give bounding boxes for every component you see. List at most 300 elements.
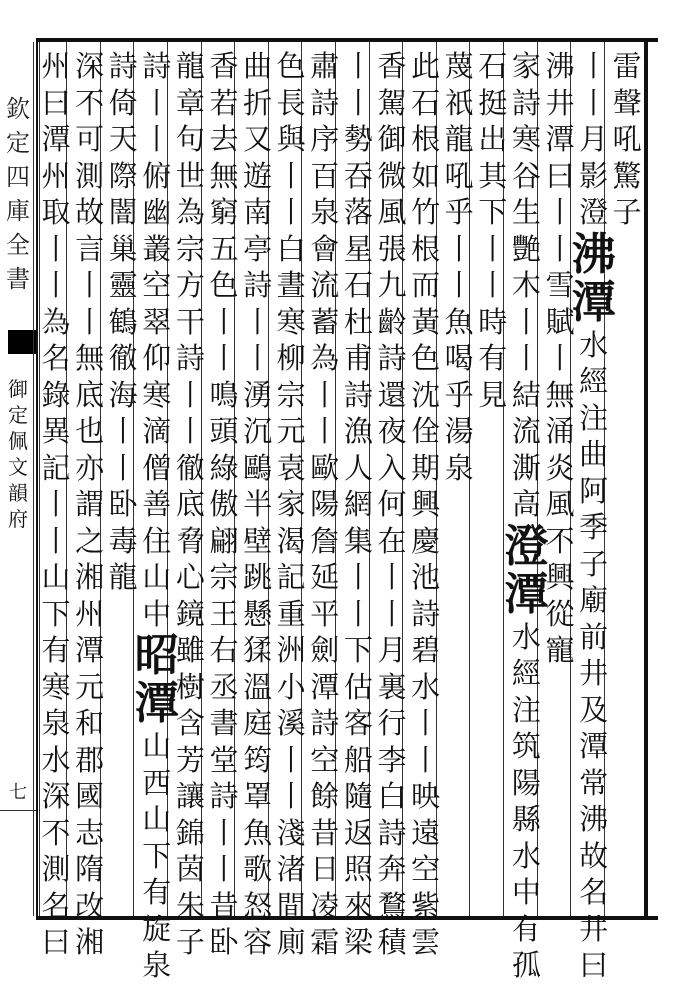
text-char: 半: [243, 487, 273, 521]
text-char: 竹: [411, 195, 441, 229]
text-char: 遠: [411, 815, 441, 850]
text-char: 香: [209, 49, 239, 83]
text-char: 丨: [276, 158, 306, 193]
text-char: 卧: [209, 925, 239, 959]
text-char: 鳴: [209, 377, 239, 412]
headword-char: 潭: [134, 678, 179, 729]
text-char: 潭: [75, 633, 105, 667]
text-char: 不: [41, 815, 71, 850]
text-char: 御: [377, 122, 407, 156]
text-char: 旋: [142, 911, 172, 946]
text-char: 丨: [478, 231, 508, 266]
text-char: 陽: [511, 765, 541, 800]
book-title-char: 府: [8, 507, 28, 531]
text-char: 鏡: [175, 596, 205, 631]
text-char: 吼: [444, 158, 474, 193]
text-char: 下: [478, 195, 508, 229]
text-char: 期: [411, 450, 441, 485]
text-char: 俯: [142, 158, 172, 193]
text-char: 隨: [343, 779, 373, 813]
text-char: 昔: [310, 815, 340, 850]
text-char: 柳: [276, 341, 306, 375]
text-char: 雖: [175, 633, 205, 667]
text-char: 丨: [209, 852, 239, 886]
text-char: 子: [579, 546, 609, 581]
text-char: 根: [411, 231, 441, 266]
book-title: [2, 376, 34, 532]
text-char: 注: [579, 400, 609, 435]
text-char: 甫: [343, 341, 373, 375]
text-char: 石: [343, 268, 373, 302]
text-char: 丨: [545, 341, 575, 375]
text-char: 見: [478, 377, 508, 412]
text-char: 庭: [243, 706, 273, 740]
text-char: 怒: [243, 888, 273, 923]
text-char: 丨: [411, 742, 441, 777]
text-char: 曰: [41, 925, 71, 959]
text-char: 詩: [243, 268, 273, 302]
text-char: 落: [343, 195, 373, 229]
text-char: 底: [175, 487, 205, 521]
text-char: 魚: [444, 304, 474, 339]
text-char: 長: [276, 85, 306, 120]
text-char: 池: [411, 560, 441, 594]
text-char: 風: [377, 195, 407, 229]
text-char: 碧: [411, 633, 441, 667]
frame-top-border: [38, 38, 658, 42]
text-char: 寒: [142, 377, 172, 412]
text-char: 丨: [511, 341, 541, 375]
text-char: 石: [478, 49, 508, 83]
text-char: 丨: [343, 560, 373, 594]
text-char: 異: [41, 414, 71, 448]
text-char: 龍: [444, 122, 474, 156]
text-char: 山: [41, 560, 71, 594]
text-char: 丨: [75, 268, 105, 302]
text-char: 干: [175, 304, 205, 339]
text-char: 含: [175, 706, 205, 740]
text-char: 影: [579, 158, 609, 193]
text-char: 句: [175, 122, 205, 156]
text-char: 星: [343, 231, 373, 266]
text-char: 西: [142, 765, 172, 800]
text-char: 微: [377, 158, 407, 193]
text-char: 徹: [108, 341, 138, 375]
text-char: 寒: [41, 669, 71, 704]
text-char: 山: [142, 802, 172, 836]
text-char: 巢: [108, 231, 138, 266]
text-char: 紫: [411, 888, 441, 923]
text-char: 有: [142, 875, 172, 909]
book-title-char: 佩: [8, 429, 28, 453]
text-char: 經: [511, 656, 541, 690]
headword-char: 沸: [571, 228, 616, 280]
text-char: 去: [209, 122, 239, 156]
text-char: 丨: [243, 341, 273, 375]
text-char: 猱: [243, 633, 273, 667]
text-char: 百: [310, 158, 340, 193]
text-char: 容: [243, 925, 273, 959]
book-title-char: 御: [8, 377, 28, 401]
text-char: 丨: [41, 231, 71, 266]
text-char: 下: [41, 596, 71, 631]
text-char: 丨: [209, 815, 239, 850]
text-char: 亭: [243, 231, 273, 266]
text-char: 興: [411, 487, 441, 521]
text-char: 蓄: [310, 304, 340, 339]
text-char: 丨: [579, 85, 609, 120]
text-char: 重: [276, 596, 306, 631]
page-number-rule: [0, 810, 36, 811]
text-char: 山: [142, 560, 172, 594]
text-char: 寒: [276, 304, 306, 339]
text-char: 祇: [444, 85, 474, 120]
text-char: 靈: [108, 268, 138, 302]
text-char: 水: [41, 742, 71, 777]
text-char: 綠: [209, 450, 239, 485]
text-char: 會: [310, 231, 340, 266]
text-char: 芳: [175, 742, 205, 777]
text-char: 生: [511, 195, 541, 229]
text-char: 常: [579, 765, 609, 800]
text-char: 脅: [175, 523, 205, 558]
text-char: 壁: [243, 523, 273, 558]
text-char: 梁: [343, 925, 373, 959]
text-char: 入: [377, 450, 407, 485]
text-column: [34, 48, 78, 959]
text-char: 龍: [108, 560, 138, 594]
text-char: 下: [343, 633, 373, 667]
text-char: 丨: [142, 122, 172, 156]
text-char: 廁: [276, 925, 306, 959]
text-char: 估: [343, 669, 373, 704]
text-char: 水: [511, 838, 541, 873]
collection-title: [4, 92, 32, 296]
column-rule: [39, 42, 40, 916]
text-char: 涌: [545, 414, 575, 448]
text-char: 此: [411, 49, 441, 83]
text-char: 水: [579, 327, 609, 362]
text-char: 翠: [142, 304, 172, 339]
collection-title-char: 定: [6, 129, 30, 157]
text-char: 謂: [75, 487, 105, 521]
text-char: 丨: [545, 195, 575, 229]
text-char: 言: [75, 231, 105, 266]
text-char: 毒: [108, 523, 138, 558]
text-char: 詩: [310, 85, 340, 120]
text-char: 曲: [243, 49, 273, 83]
text-char: 渴: [276, 523, 306, 558]
text-char: 張: [377, 231, 407, 266]
text-char: 卧: [108, 487, 138, 521]
text-char: 名: [41, 888, 71, 923]
text-char: 窮: [209, 195, 239, 229]
text-char: 空: [310, 742, 340, 777]
text-char: 方: [175, 268, 205, 302]
text-char: 宗: [175, 231, 205, 266]
text-char: 曲: [579, 437, 609, 471]
text-char: 根: [411, 122, 441, 156]
text-char: 縣: [511, 802, 541, 836]
text-char: 王: [209, 596, 239, 631]
text-char: 木: [511, 268, 541, 302]
text-char: 詩: [511, 85, 541, 120]
text-char: 測: [41, 852, 71, 886]
text-char: 色: [276, 49, 306, 83]
text-char: 從: [545, 596, 575, 631]
collection-title-char: 書: [6, 265, 30, 293]
text-char: 丨: [243, 304, 273, 339]
text-char: 石: [411, 85, 441, 120]
text-char: 湘: [75, 925, 105, 959]
text-char: 經: [579, 364, 609, 398]
text-char: 丨: [377, 596, 407, 631]
text-char: 裏: [377, 669, 407, 704]
text-char: 丨: [41, 487, 71, 521]
text-char: 丨: [175, 414, 205, 448]
text-char: 魚: [243, 815, 273, 850]
text-char: 小: [276, 669, 306, 704]
text-char: 詩: [142, 49, 172, 83]
text-char: 丨: [276, 742, 306, 777]
text-char: 宗: [276, 377, 306, 412]
text-char: 炎: [545, 450, 575, 485]
text-char: 中: [142, 596, 172, 631]
text-char: 霜: [310, 925, 340, 959]
text-char: 返: [343, 815, 373, 850]
text-char: 蔑: [444, 49, 474, 83]
text-char: 筑: [511, 729, 541, 763]
text-char: 詩: [377, 815, 407, 850]
text-char: 何: [377, 487, 407, 521]
text-char: 乎: [444, 377, 474, 412]
text-char: 空: [411, 852, 441, 886]
text-char: 與: [276, 122, 306, 156]
text-char: 詩: [343, 377, 373, 412]
text-char: 序: [310, 122, 340, 156]
text-char: 丨: [209, 304, 239, 339]
text-char: 丨: [209, 341, 239, 375]
text-char: 丨: [511, 304, 541, 339]
headword-char: 澄: [504, 520, 549, 572]
text-char: 袁: [276, 450, 306, 485]
text-char: 幽: [142, 195, 172, 229]
text-char: 乎: [444, 195, 474, 229]
text-char: 中: [511, 875, 541, 909]
text-char: 傲: [209, 487, 239, 521]
text-char: 白: [377, 779, 407, 813]
text-char: 廟: [579, 583, 609, 617]
text-char: 照: [343, 852, 373, 886]
text-char: 丨: [310, 414, 340, 448]
text-char: 吼: [612, 122, 642, 156]
text-char: 深: [41, 779, 71, 813]
text-char: 齡: [377, 304, 407, 339]
text-char: 子: [175, 925, 205, 959]
text-char: 積: [377, 925, 407, 959]
text-char: 州: [41, 49, 71, 83]
text-char: 間: [276, 888, 306, 923]
text-char: 名: [579, 875, 609, 909]
text-char: 空: [142, 268, 172, 302]
text-char: 家: [511, 49, 541, 83]
text-char: 凌: [310, 888, 340, 923]
text-char: 月: [377, 633, 407, 667]
text-char: 其: [478, 158, 508, 193]
text-char: 聲: [612, 85, 642, 120]
text-char: 右: [209, 633, 239, 667]
text-char: 白: [276, 231, 306, 266]
text-char: 高: [511, 487, 541, 521]
text-char: 淺: [276, 815, 306, 850]
text-char: 滴: [142, 414, 172, 448]
text-char: 丨: [343, 49, 373, 83]
text-char: 月: [579, 122, 609, 156]
text-char: 網: [343, 487, 373, 521]
text-char: 為: [310, 341, 340, 375]
page-gutter: [0, 40, 36, 918]
text-char: 和: [75, 706, 105, 740]
text-char: 州: [75, 596, 105, 631]
text-char: 船: [343, 742, 373, 777]
text-char: 肅: [310, 49, 340, 83]
text-char: 湧: [243, 377, 273, 412]
text-char: 善: [142, 487, 172, 521]
text-char: 澌: [511, 450, 541, 485]
text-char: 記: [276, 560, 306, 594]
text-char: 山: [142, 729, 172, 763]
text-char: 陽: [310, 487, 340, 521]
text-char: 有: [41, 633, 71, 667]
text-char: 結: [511, 377, 541, 412]
text-char: 丨: [41, 523, 71, 558]
text-char: 仰: [142, 341, 172, 375]
text-char: 際: [108, 158, 138, 193]
book-title-char: 文: [8, 455, 28, 479]
text-char: 海: [108, 377, 138, 412]
text-char: 喝: [444, 341, 474, 375]
text-char: 丨: [478, 268, 508, 302]
book-title-char: 韻: [8, 481, 28, 505]
text-char: 丨: [108, 450, 138, 485]
text-char: 時: [478, 304, 508, 339]
text-char: 行: [377, 706, 407, 740]
text-char: 吞: [343, 158, 373, 193]
text-char: 慶: [411, 523, 441, 558]
text-char: 國: [75, 779, 105, 813]
text-char: 章: [175, 85, 205, 120]
text-char: 丨: [142, 85, 172, 120]
text-char: 谷: [511, 158, 541, 193]
text-char: 孤: [511, 948, 541, 982]
text-char: 丨: [377, 560, 407, 594]
text-char: 詩: [310, 706, 340, 740]
text-char: 有: [511, 911, 541, 946]
text-char: 錦: [175, 815, 205, 850]
text-char: 沈: [411, 377, 441, 412]
text-char: 茵: [175, 852, 205, 886]
text-char: 跳: [243, 560, 273, 594]
text-char: 劍: [310, 633, 340, 667]
text-char: 志: [75, 815, 105, 850]
text-char: 澄: [579, 195, 609, 229]
text-char: 勢: [343, 122, 373, 156]
text-char: 心: [175, 560, 205, 594]
text-char: 出: [478, 122, 508, 156]
text-char: 錄: [41, 377, 71, 412]
text-char: 色: [209, 268, 239, 302]
text-char: 天: [108, 122, 138, 156]
text-char: 罩: [243, 779, 273, 813]
text-char: 香: [377, 49, 407, 83]
text-char: 折: [243, 85, 273, 120]
text-char: 丞: [209, 669, 239, 704]
text-char: 丨: [108, 414, 138, 448]
text-char: 故: [579, 838, 609, 873]
text-char: 餘: [310, 779, 340, 813]
text-char: 在: [377, 523, 407, 558]
text-char: 駕: [377, 85, 407, 120]
text-char: 夜: [377, 414, 407, 448]
headword-char: 潭: [571, 276, 616, 328]
text-char: 五: [209, 231, 239, 266]
text-char: 沸: [579, 802, 609, 836]
text-char: 可: [75, 122, 105, 156]
text-char: 黃: [411, 304, 441, 339]
text-char: 丨: [545, 231, 575, 266]
text-char: 還: [377, 377, 407, 412]
text-char: 映: [411, 779, 441, 813]
text-char: 如: [411, 158, 441, 193]
text-char: 阿: [579, 473, 609, 508]
text-char: 元: [276, 414, 306, 448]
collection-title-char: 全: [6, 231, 30, 259]
text-char: 九: [377, 268, 407, 302]
text-char: 渚: [276, 852, 306, 886]
text-char: 底: [75, 377, 105, 412]
text-char: 丨: [276, 195, 306, 229]
text-char: 詩: [411, 596, 441, 631]
text-char: 書: [209, 706, 239, 740]
text-char: 泉: [142, 948, 172, 982]
text-char: 丨: [343, 596, 373, 631]
text-char: 詩: [175, 341, 205, 375]
text-char: 無: [209, 158, 239, 193]
text-char: 雷: [612, 49, 642, 83]
text-char: 水: [411, 669, 441, 704]
text-char: 曰: [41, 85, 71, 120]
text-char: 丨: [411, 706, 441, 740]
text-char: 宗: [209, 560, 239, 594]
text-char: 取: [41, 195, 71, 229]
text-char: 懸: [243, 596, 273, 631]
text-char: 李: [377, 742, 407, 777]
text-char: 井: [579, 656, 609, 690]
text-char: 若: [209, 85, 239, 120]
text-char: 丨: [276, 779, 306, 813]
text-char: 晝: [276, 268, 306, 302]
text-char: 記: [41, 450, 71, 485]
text-char: 泉: [41, 706, 71, 740]
text-char: 人: [343, 450, 373, 485]
text-char: 為: [41, 304, 71, 339]
text-char: 季: [579, 510, 609, 544]
text-char: 湯: [444, 414, 474, 448]
text-char: 丨: [579, 49, 609, 83]
text-char: 丨: [310, 377, 340, 412]
text-char: 水: [511, 619, 541, 654]
text-char: 曰: [545, 158, 575, 193]
